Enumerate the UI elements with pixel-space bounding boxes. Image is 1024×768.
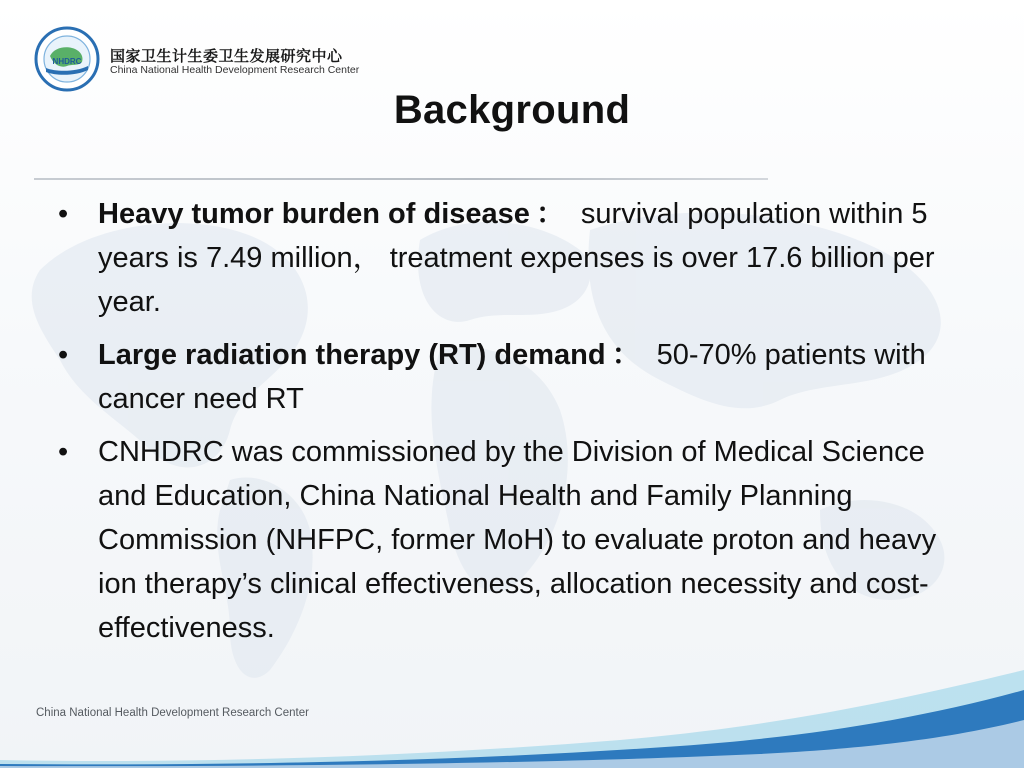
org-name-english: China National Health Development Research Center <box>110 64 360 76</box>
bullet-text: survival population within 5 years is 7.49 million， treatment expenses is over 17.6 billion per year. <box>98 198 935 318</box>
org-name-chinese: 国家卫生计生委卫生发展研究中心 <box>110 48 343 65</box>
bullet-text: CNHDRC was commissioned by the Division of Medical Science and Education, China National Health and Family Planning Commission (NHFPC, former MoH) to evaluate proton and heavy ion therapy’s clinical effectiveness, allocation necessity and cost-effectiveness. <box>98 436 937 644</box>
bullet-item-tumor-burden <box>56 192 966 324</box>
bullet-item-rt-demand <box>56 333 966 421</box>
title-divider <box>34 178 768 180</box>
bullet-list <box>56 192 966 659</box>
bullet-dot: • <box>58 436 69 468</box>
bullet-separator: ： <box>611 339 641 371</box>
nhdrc-emblem-icon <box>34 26 100 92</box>
bullet-dot: • <box>58 339 69 371</box>
bullet-lead: Heavy tumor burden of disease <box>98 198 530 230</box>
logo-text: NHDRC <box>52 57 82 66</box>
bullet-item-cnhdrc-commission <box>56 430 966 650</box>
bullet-text: 50-70% patients with cancer need RT <box>98 339 926 415</box>
footer-org-name: China National Health Development Research Center <box>36 707 309 719</box>
slide-title: Background <box>393 88 631 132</box>
bullet-lead: Large radiation therapy (RT) demand <box>98 339 606 371</box>
bullet-separator: ： <box>535 198 565 230</box>
bullet-dot: • <box>58 198 69 230</box>
